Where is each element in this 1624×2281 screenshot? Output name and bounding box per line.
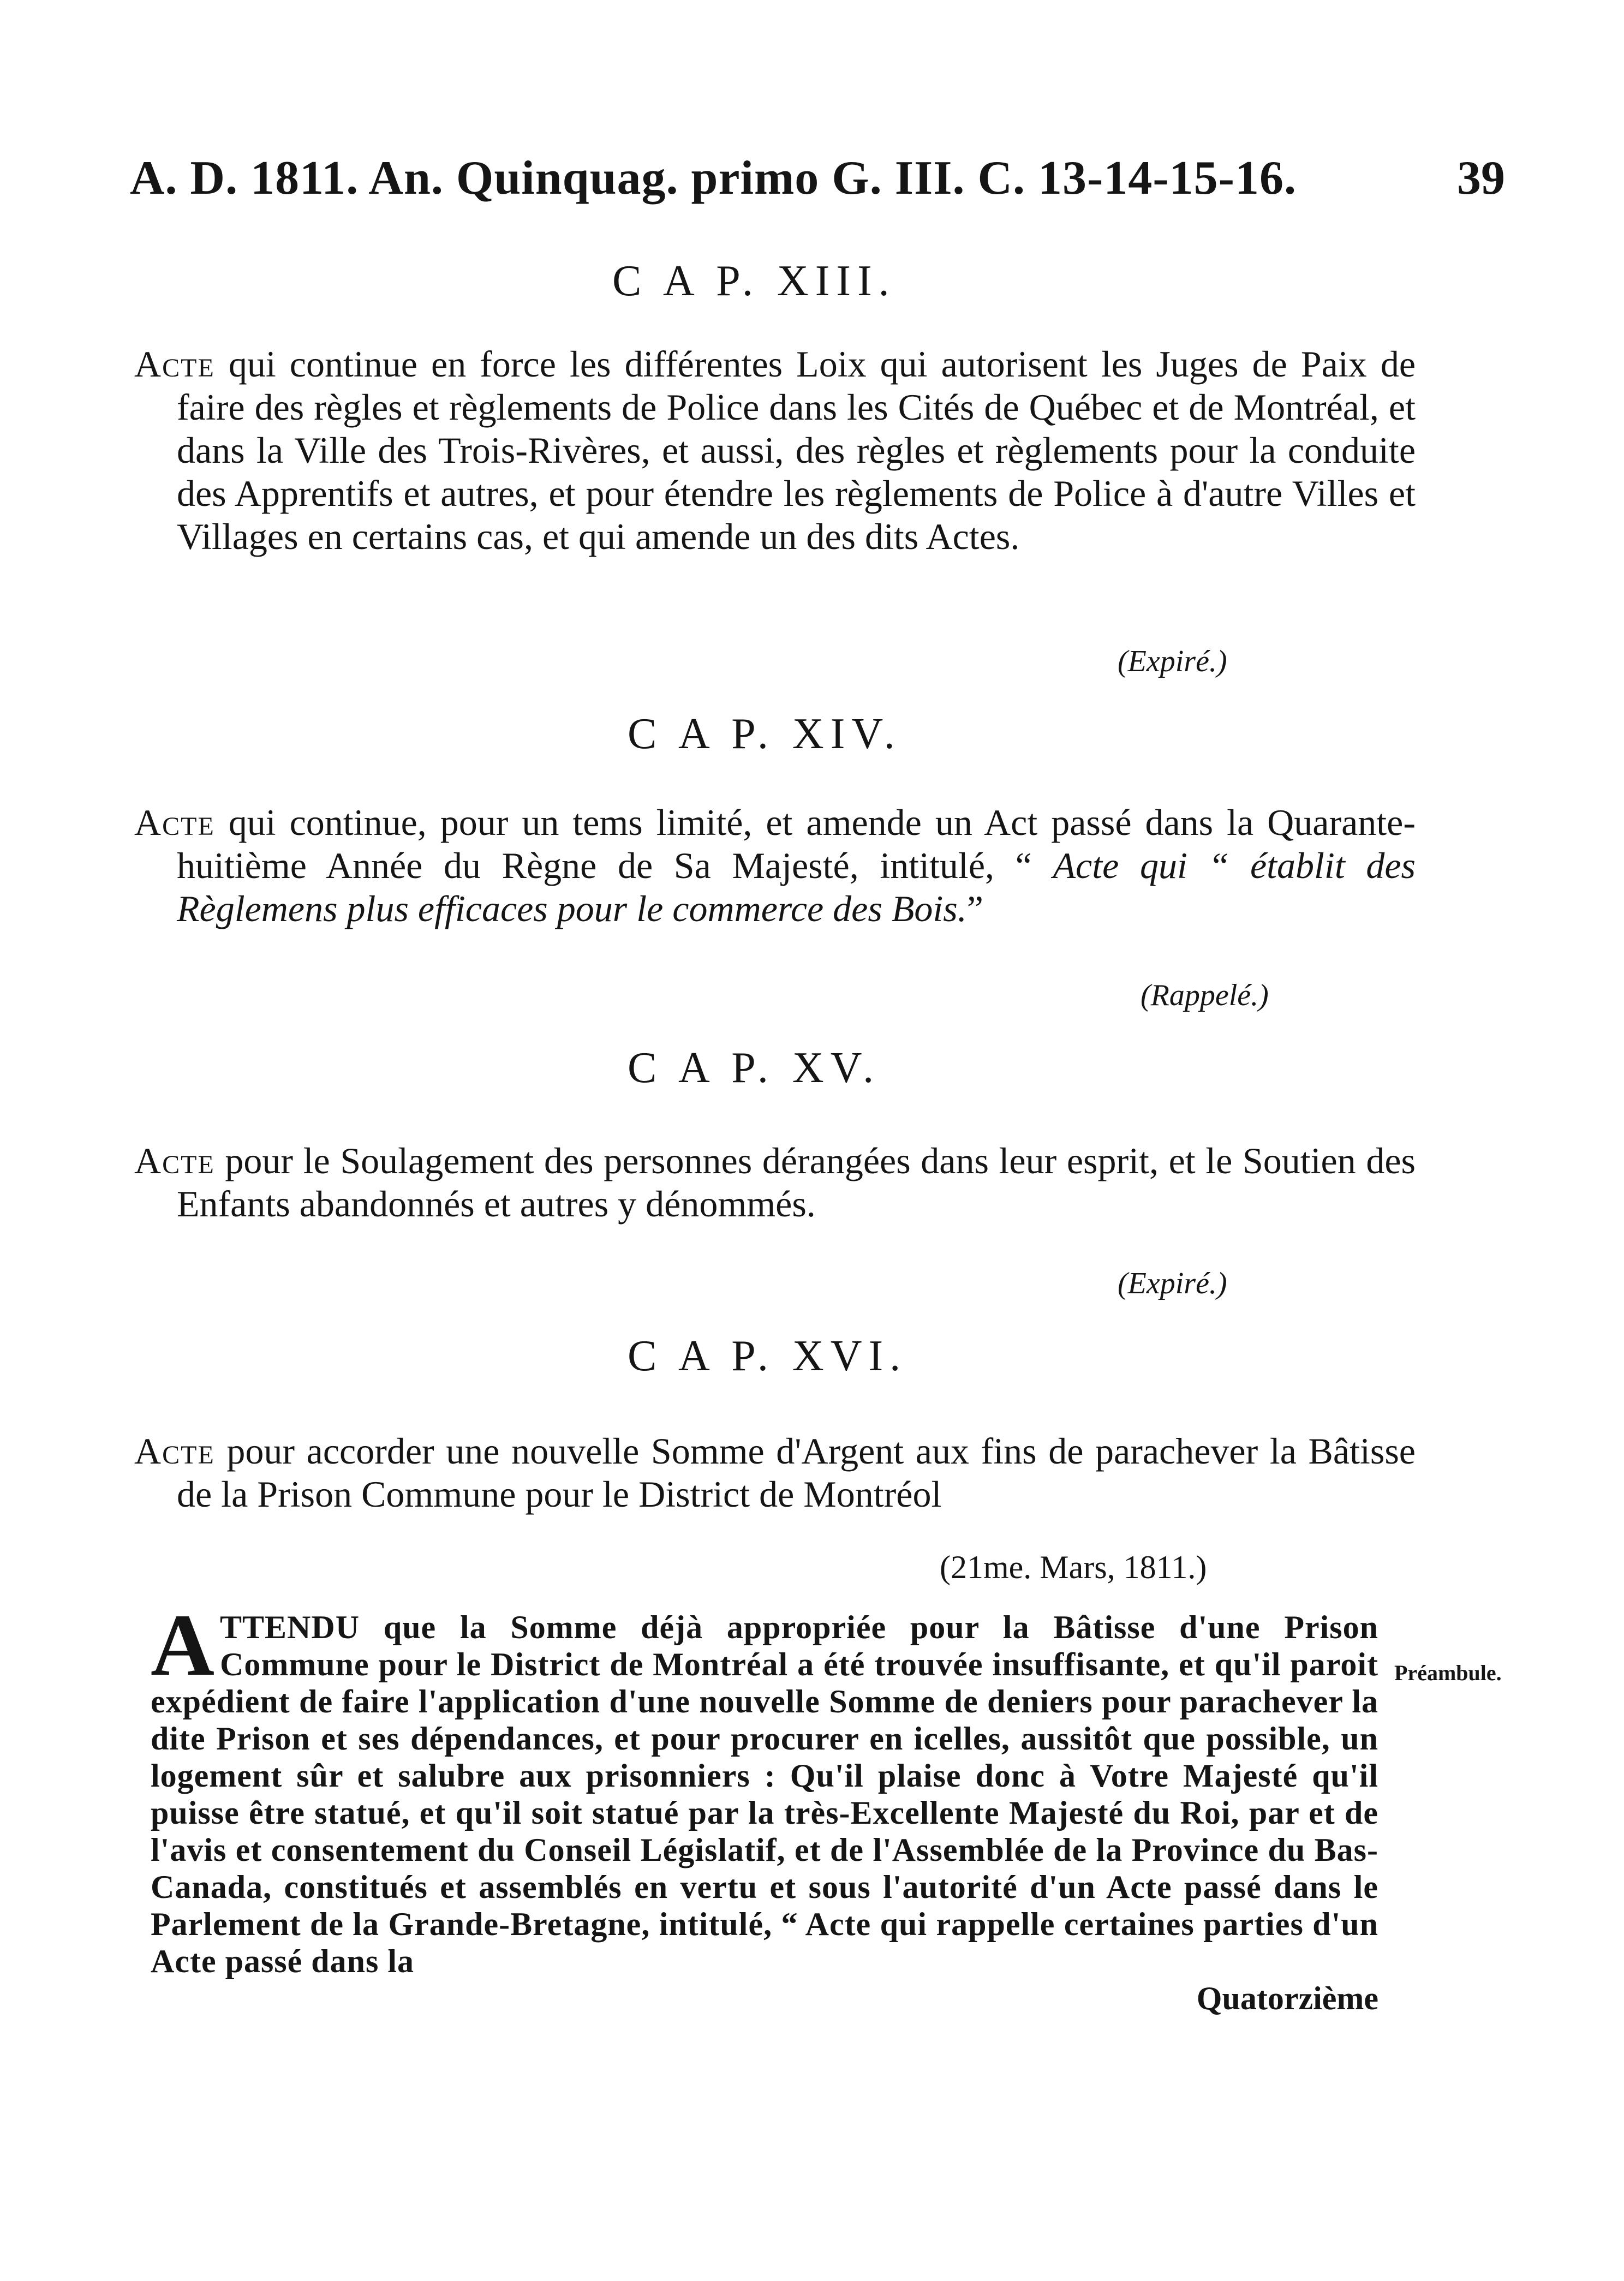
page-number: 39 bbox=[1457, 152, 1505, 205]
act-lead-word: Acte bbox=[134, 343, 215, 385]
catchword: Quatorzième bbox=[1196, 1980, 1378, 2016]
act-title-closing-quote: ” bbox=[966, 888, 983, 929]
act-title bbox=[134, 343, 1416, 558]
act-lead-word: Acte bbox=[134, 802, 215, 843]
act-status: (Rappelé.) bbox=[1141, 978, 1269, 1012]
act-title-text: qui continue, pour un tems limité, et amende un Act passé dans la Quarante-huitième Année du Règne de Sa Majesté, intitulé, “ bbox=[177, 802, 1416, 886]
chapter-heading: C A P. XVI. bbox=[628, 1332, 907, 1380]
margin-note: Préambule. bbox=[1394, 1661, 1502, 1685]
act-status: (Expiré.) bbox=[1118, 1267, 1227, 1300]
act-title-text: qui continue en force les différentes Loix qui autorisent les Juges de Paix de faire des règles et règlements de Police dans les Cités de Québec et de Montréal, et dans la Ville des Trois-Rivères, et aussi, des règles et règlements pour la conduite des Apprentifs et autres, et pour étendre les règlements de Police à d'autre Villes et Villages en certains cas, et qui amende un des dits Actes. bbox=[177, 343, 1416, 557]
header-title: A. D. 1811. An. Quinquag. primo G. III. C. 13-14-15-16. bbox=[130, 152, 1297, 205]
act-title bbox=[134, 801, 1416, 930]
act-title bbox=[134, 1430, 1416, 1516]
preamble-text: TTENDU que la Somme déjà appropriée pour la Bâtisse d'une Prison Commune pour le District de Montréal a été trouvée insuffisante, et qu'il paroit expédient de faire l'application d'une nouvelle Somme de deniers pour parachever la dite Prison et ses dépendances, et pour procurer en icelles, aussitôt que possible, un logement sûr et salubre aux prisonniers : Qu'il plaise donc à Votre Majesté qu'il puisse être statué, et qu'il soit statué par la très-Excellente Majesté du Roi, par et de l'avis et consentement du Conseil Législatif, et de l'Assemblée de la Province du Bas-Canada, constitués et assemblés en vertu et sous l'autorité d'un Acte passé dans le Parlement de la Grande-Bretagne, intitulé, “ Acte qui rappelle certaines parties d'un Acte passé dans la bbox=[151, 1609, 1378, 1979]
act-status: (Expiré.) bbox=[1118, 644, 1227, 678]
chapter-heading: C A P. XIV. bbox=[628, 710, 901, 758]
act-title-text: pour accorder une nouvelle Somme d'Argent aux fins de parachever la Bâtisse de la Prison Commune pour le District de Montréol bbox=[177, 1430, 1416, 1515]
act-title bbox=[134, 1139, 1416, 1226]
running-header bbox=[130, 151, 1505, 211]
chapter-heading: C A P. XIII. bbox=[612, 257, 896, 305]
act-lead-word: Acte bbox=[134, 1430, 215, 1472]
preamble-paragraph bbox=[151, 1597, 1378, 2017]
act-title-italic: Acte qui “ établit des Règlemens plus efficaces pour le commerce des Bois. bbox=[177, 845, 1416, 929]
act-date: (21me. Mars, 1811.) bbox=[940, 1549, 1207, 1585]
act-lead-word: Acte bbox=[134, 1140, 215, 1181]
act-title-text: pour le Soulagement des personnes dérangées dans leur esprit, et le Soutien des Enfants abandonnés et autres y dénommés. bbox=[177, 1140, 1416, 1225]
drop-cap: A bbox=[151, 1597, 214, 1694]
chapter-heading: C A P. XV. bbox=[628, 1044, 881, 1092]
